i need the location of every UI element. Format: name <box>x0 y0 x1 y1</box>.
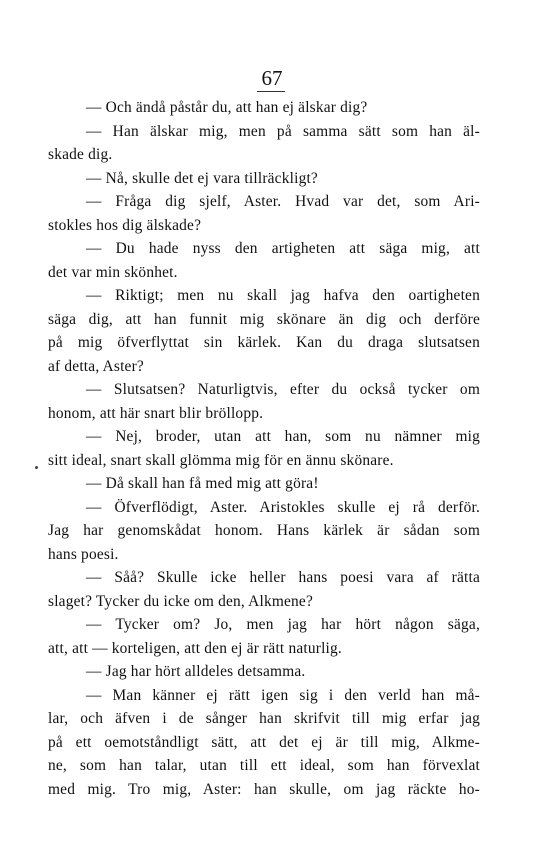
text-line: skade dig. <box>48 146 113 163</box>
text-line: hans poesi. <box>48 545 119 563</box>
text-line: stokles hos dig älskade? <box>48 216 202 234</box>
text-line: — Och ändå påstår du, att han ej älskar dig? <box>86 99 368 116</box>
text-line: — Jag har hört alldeles detsamma. <box>86 663 306 680</box>
text-line: — Såå? Skulle icke heller hans poesi vara af rätta <box>86 569 480 586</box>
text-line: på ett oemotståndligt sätt, att det ej är till mig, Alkme- <box>48 733 480 751</box>
text-line: Jag har genomskådat honom. Hans kärlek är sådan som <box>48 522 480 539</box>
text-line: — Man känner ej rätt igen sig i den verld han må- <box>86 686 480 704</box>
text-line: det var min skönhet. <box>48 263 178 281</box>
text-line: — Riktigt; men nu skall jag hafva den oartigheten <box>86 287 480 304</box>
text-line: sitt ideal, snart skall glömma mig för en ännu skönare. <box>48 451 394 469</box>
text-line: att, att — korteligen, att den ej är rätt naturlig. <box>48 639 342 657</box>
text-line: ne, som han talar, utan till ett ideal, som han förvexlat <box>48 757 480 774</box>
text-line: — Han älskar mig, men på samma sätt som han äl- <box>86 122 480 140</box>
text-line: säga dig, att han funnit mig skönare än dig och derföre <box>48 310 480 328</box>
text-line: — Tycker om? Jo, men jag har hört någon säga, <box>86 616 480 633</box>
body-text <box>48 96 480 801</box>
text-line: — Då skall han få med mig att göra! <box>86 475 319 492</box>
text-line: lar, och äfven i de sånger han skrifvit till mig erfar jag <box>48 710 480 727</box>
text-line: med mig. Tro mig, Aster: han skulle, om jag räckte ho- <box>48 780 480 798</box>
text-line: — Nå, skulle det ej vara tillräckligt? <box>86 169 318 187</box>
page-number-rule <box>257 91 285 92</box>
text-line: slaget? Tycker du icke om den, Alkmene? <box>48 592 313 610</box>
text-line: — Slutsatsen? Naturligtvis, efter du också tycker om <box>86 381 480 398</box>
text-line: — Nej, broder, utan att han, som nu nämner mig <box>86 428 480 445</box>
page-number: 67 <box>261 66 283 90</box>
text-line: af detta, Aster? <box>48 357 144 375</box>
text-line: på mig öfverflyttat sin kärlek. Kan du draga slutsatsen <box>48 334 480 351</box>
text-line: honom, att här snart blir bröllopp. <box>48 404 264 422</box>
text-line: — Fråga dig sjelf, Aster. Hvad var det, som Ari- <box>86 193 480 210</box>
stray-print-mark <box>35 466 38 469</box>
text-line: — Du hade nyss den artigheten att säga mig, att <box>86 240 480 257</box>
text-line: — Öfverflödigt, Aster. Aristokles skulle ej rå derför. <box>86 498 480 516</box>
